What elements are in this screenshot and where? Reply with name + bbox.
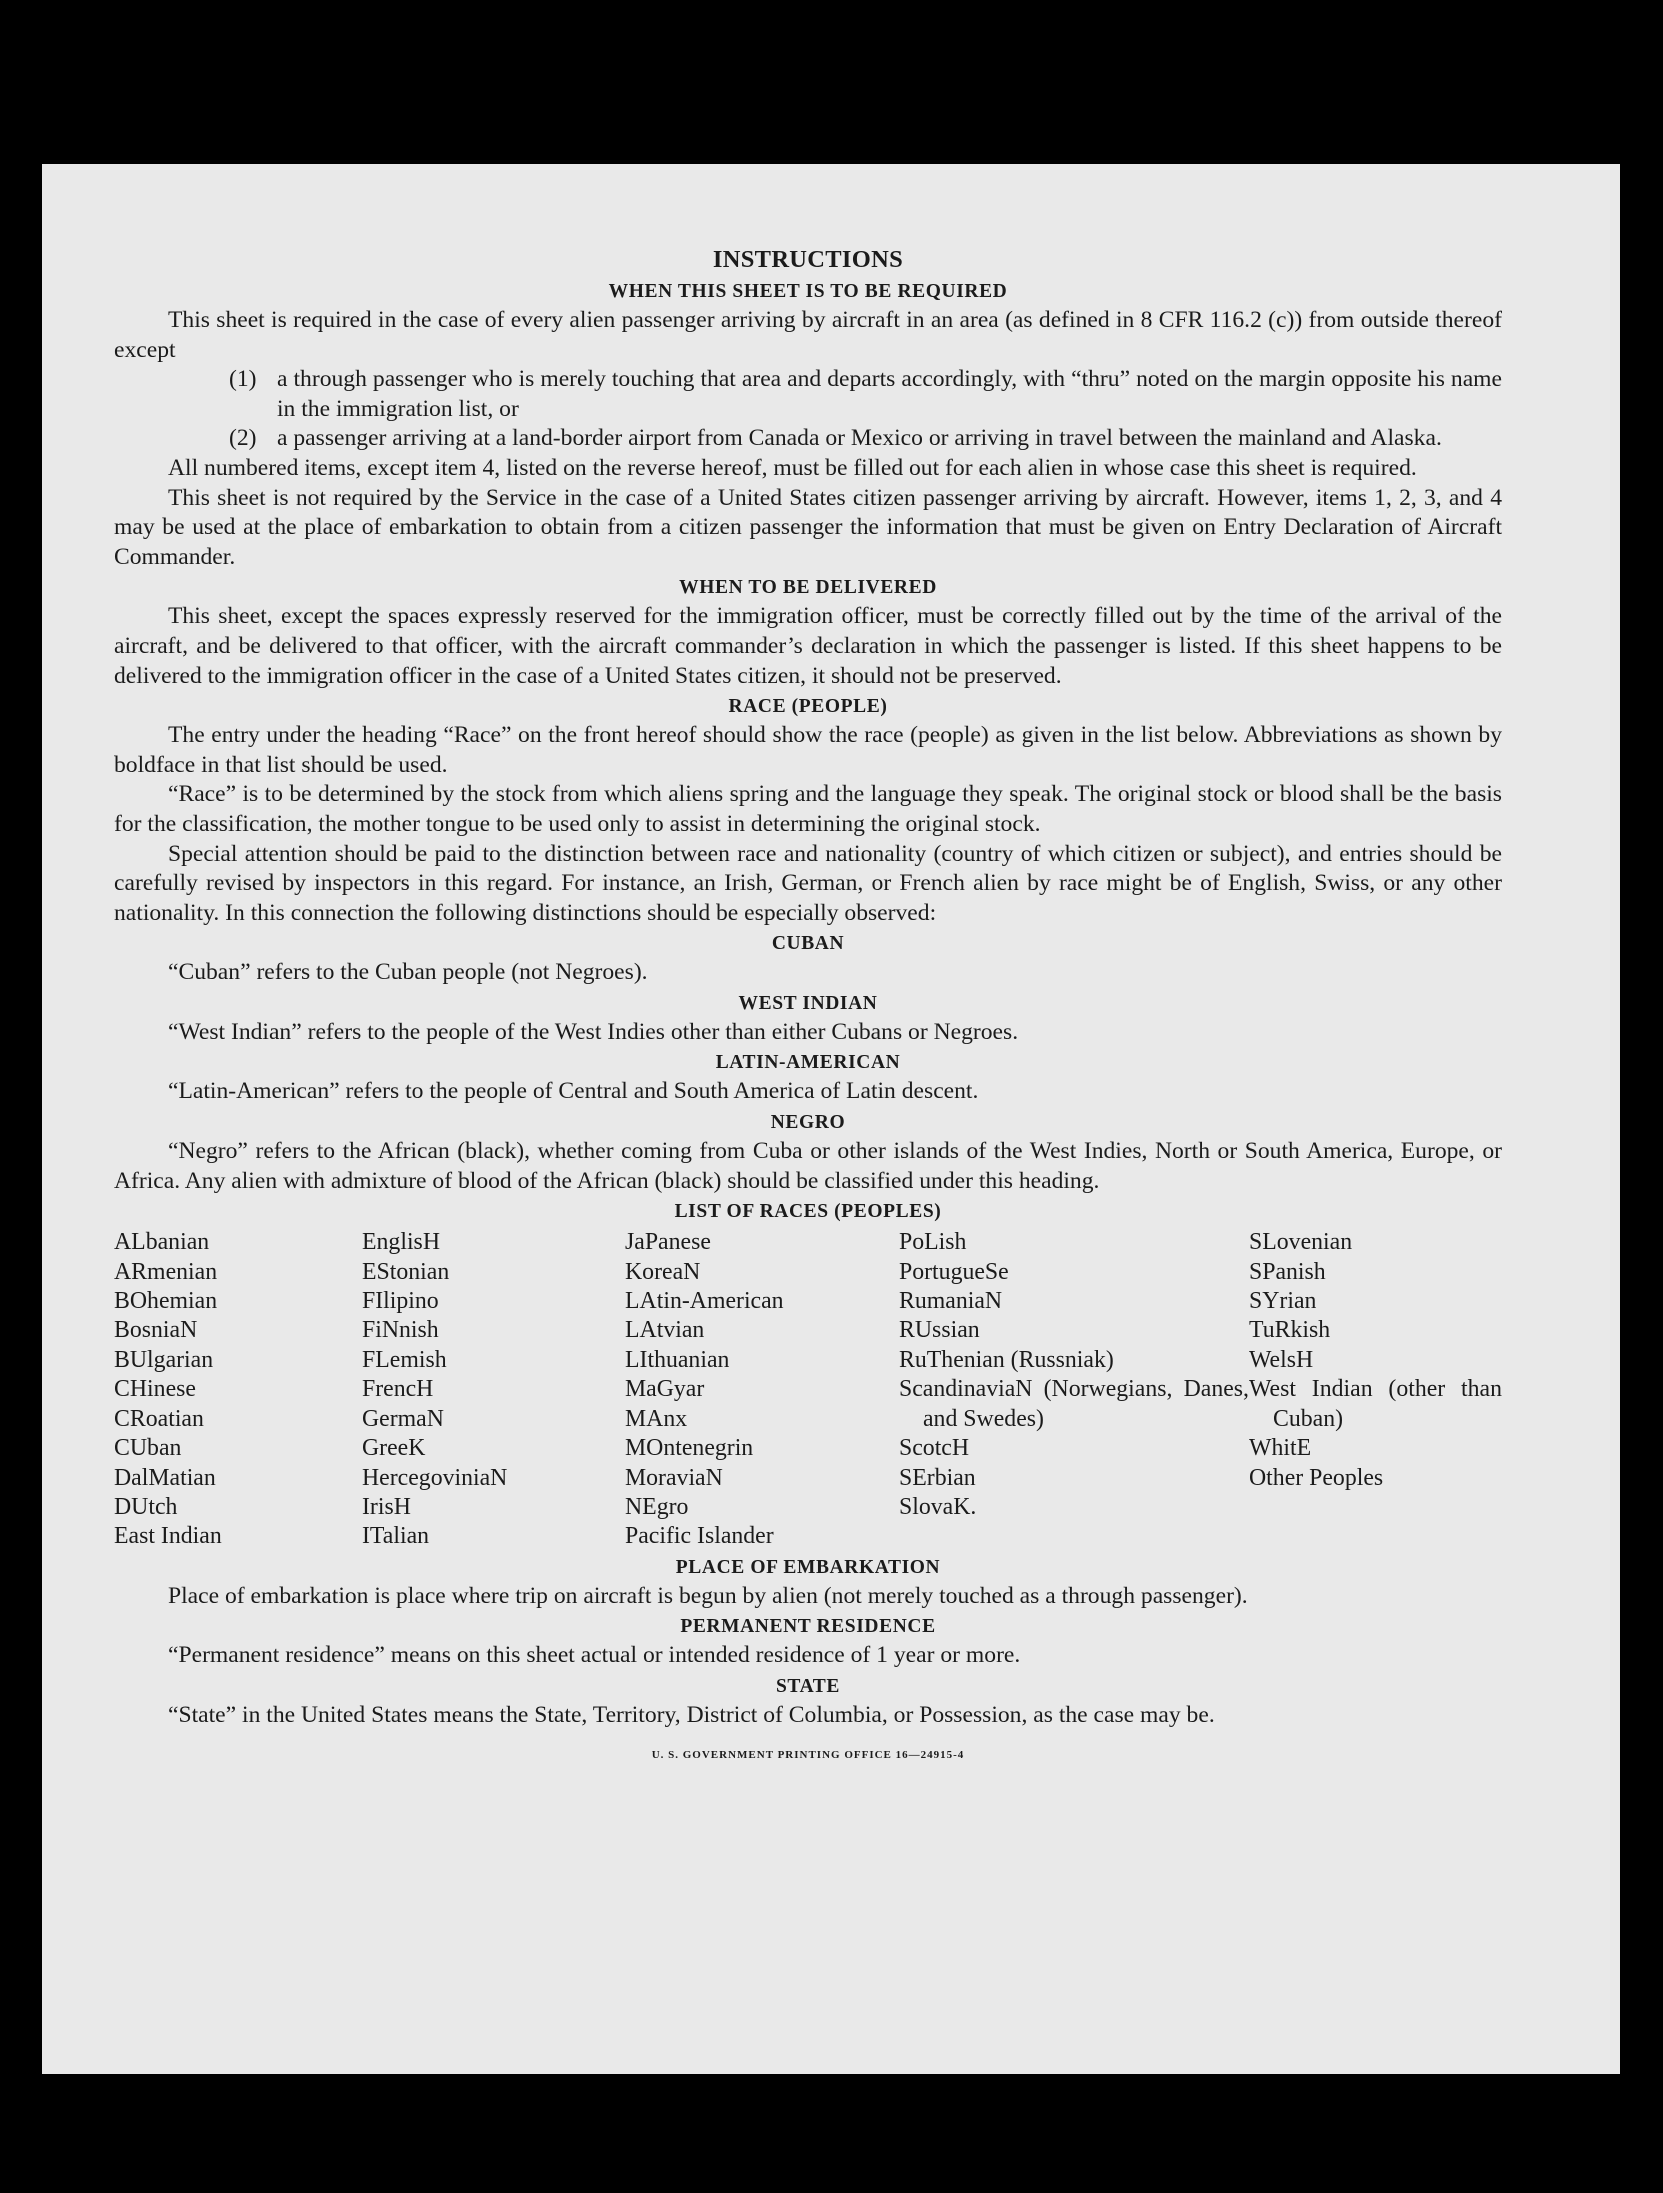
race-entry: MAnx [625, 1405, 688, 1432]
race-paragraph-1: The entry under the heading “Race” on the front hereof should show the race (people) as given in the list below. Abbreviations as shown by boldface in that list should be used. [114, 722, 1502, 778]
section-heading-when-delivered: WHEN TO BE DELIVERED [679, 577, 937, 599]
list-item-text: a passenger arriving at a land-border airport from Canada or Mexico or arriving in travel between the mainland and Alaska. [277, 425, 1442, 452]
races-column-5 [1249, 1228, 1502, 1551]
race-entry: PortugueSe [899, 1258, 1009, 1285]
race-entry: FrencH [362, 1376, 434, 1403]
race-entry: West Indian (other than Cuban) [1249, 1376, 1502, 1432]
race-entry: BUlgarian [114, 1346, 214, 1373]
when-delivered-text: This sheet, except the spaces expressly reserved for the immigration officer, must be correctly filled out by the time of the arrival of the aircraft, and be delivered to that officer, with the aircraft commander’s declaration in which the passenger is listed. If this sheet happens to be delivered to the immigration officer in the case of a United States citizen, it should not be preserved. [114, 603, 1502, 689]
race-entry: SLovenian [1249, 1229, 1353, 1256]
section-heading-list-of-races: LIST OF RACES (PEOPLES) [674, 1201, 942, 1223]
permanent-residence-text: “Permanent residence” means on this sheet actual or intended residence of 1 year or more. [168, 1642, 1021, 1669]
section-heading-latin-american: LATIN-AMERICAN [715, 1052, 901, 1074]
list-item [114, 365, 1502, 424]
race-entry: Pacific Islander [625, 1523, 774, 1550]
when-required-paragraph-2: All numbered items, except item 4, listed on the reverse hereof, must be filled out for each alien in whose case this sheet is required. [168, 454, 1417, 481]
race-entry: DalMatian [114, 1464, 216, 1491]
page-title: INSTRUCTIONS [712, 246, 904, 273]
race-paragraph-3: Special attention should be paid to the distinction between race and nationality (country of which citizen or subject), and entries should be carefully revised by inspectors in this regard. For instance, an Irish, German, or French alien by race might be of English, Swiss, or any other nationality. In this connection the following distinctions should be especially observed: [114, 840, 1502, 926]
race-entry: CRoatian [114, 1405, 204, 1432]
race-entry: IrisH [362, 1493, 411, 1520]
exceptions-list [114, 365, 1502, 454]
negro-text: “Negro” refers to the African (black), whether coming from Cuba or other islands of the West Indies, North or South America, Europe, or Africa. Any alien with admixture of blood of the African (black) should be classified under this heading. [114, 1138, 1502, 1194]
races-column-2 [362, 1228, 625, 1551]
latin-american-text: “Latin-American” refers to the people of Central and South America of Latin descent. [168, 1078, 979, 1105]
race-entry: MOntenegrin [625, 1435, 754, 1462]
race-entry: FIlipino [362, 1288, 439, 1315]
race-paragraph-2: “Race” is to be determined by the stock from which aliens spring and the language they speak. The original stock or blood shall be the basis for the classification, the mother tongue to be used only to assist in determining the original stock. [114, 781, 1502, 837]
state-text: “State” in the United States means the State, Territory, District of Columbia, or Possession, as the case may be. [168, 1701, 1215, 1728]
race-entry: KoreaN [625, 1258, 701, 1285]
race-entry: LAtvian [625, 1317, 705, 1344]
document-sheet [42, 164, 1620, 2074]
race-entry: GreeK [362, 1435, 426, 1462]
race-entry: SPanish [1249, 1258, 1326, 1285]
race-entry: SErbian [899, 1464, 976, 1491]
section-heading-embarkation: PLACE OF EMBARKATION [675, 1556, 941, 1578]
race-entry: DUtch [114, 1493, 178, 1520]
race-entry: CHinese [114, 1376, 196, 1403]
when-required-intro: This sheet is required in the case of every alien passenger arriving by aircraft in an area (as defined in 8 CFR 116.2 (c)) from outside thereof except [114, 307, 1502, 363]
race-entry: BosniaN [114, 1317, 198, 1344]
race-entry: East Indian [114, 1523, 222, 1550]
race-entry: FLemish [362, 1346, 447, 1373]
section-heading-state: STATE [775, 1675, 841, 1697]
race-entry: ScotcH [899, 1435, 970, 1462]
race-entry: RuThenian (Russniak) [899, 1346, 1114, 1373]
race-entry: EStonian [362, 1258, 450, 1285]
race-entry: WelsH [1249, 1346, 1314, 1373]
race-entry: ITalian [362, 1523, 430, 1550]
race-entry: EnglisH [362, 1229, 441, 1256]
race-entry: SYrian [1249, 1288, 1317, 1315]
list-item-text: a through passenger who is merely touching that area and departs accordingly, with “thru” noted on the margin opposite his name in the immigration list, or [277, 366, 1502, 422]
race-entry: TuRkish [1249, 1317, 1331, 1344]
when-required-paragraph-3: This sheet is not required by the Service in the case of a United States citizen passenger arriving by aircraft. However, items 1, 2, 3, and 4 may be used at the place of embarkation to obtain from a citizen passenger the information that must be given on Entry Declaration of Aircraft Commander. [114, 484, 1502, 570]
race-entry: ScandinaviaN (Norwegians, Danes, and Swedes) [899, 1376, 1249, 1432]
races-list [114, 1228, 1502, 1551]
race-entry: MaGyar [625, 1376, 705, 1403]
races-column-1 [114, 1228, 362, 1551]
race-entry: LIthuanian [625, 1346, 730, 1373]
west-indian-text: “West Indian” refers to the people of the West Indies other than either Cubans or Negroes. [168, 1018, 1019, 1045]
section-heading-cuban: CUBAN [771, 933, 845, 955]
race-entry: HercegoviniaN [362, 1464, 508, 1491]
race-entry: BOhemian [114, 1288, 218, 1315]
cuban-text: “Cuban” refers to the Cuban people (not Negroes). [168, 959, 648, 986]
race-entry: JaPanese [625, 1229, 711, 1256]
section-heading-race: RACE (PEOPLE) [728, 696, 888, 718]
race-entry: MoraviaN [625, 1464, 723, 1491]
race-entry: ALbanian [114, 1229, 210, 1256]
race-entry: RUssian [899, 1317, 980, 1344]
race-entry: FiNnish [362, 1317, 439, 1344]
printing-office-footer: U. S. GOVERNMENT PRINTING OFFICE 16—24915-4 [651, 1748, 965, 1761]
race-entry: RumaniaN [899, 1288, 1003, 1315]
races-column-4 [899, 1228, 1249, 1551]
section-heading-permanent-residence: PERMANENT RESIDENCE [680, 1616, 936, 1638]
race-entry: CUban [114, 1435, 182, 1462]
section-heading-negro: NEGRO [770, 1112, 846, 1134]
race-entry: PoLish [899, 1229, 967, 1256]
section-heading-west-indian: WEST INDIAN [738, 992, 878, 1014]
list-item-number: (1) [229, 366, 257, 393]
race-entry: WhitE [1249, 1435, 1312, 1462]
race-entry: NEgro [625, 1493, 689, 1520]
embarkation-text: Place of embarkation is place where trip on aircraft is begun by alien (not merely touched as a through passenger). [168, 1582, 1248, 1609]
race-entry: LAtin-American [625, 1288, 784, 1315]
race-entry: SlovaK. [899, 1493, 977, 1520]
list-item [114, 424, 1502, 454]
races-column-3 [625, 1228, 899, 1551]
list-item-number: (2) [229, 425, 257, 452]
instructions-body [114, 244, 1502, 1770]
race-entry: Other Peoples [1249, 1464, 1384, 1491]
race-entry: ARmenian [114, 1258, 218, 1285]
section-heading-when-required: WHEN THIS SHEET IS TO BE REQUIRED [608, 281, 1008, 302]
race-entry: GermaN [362, 1405, 444, 1432]
